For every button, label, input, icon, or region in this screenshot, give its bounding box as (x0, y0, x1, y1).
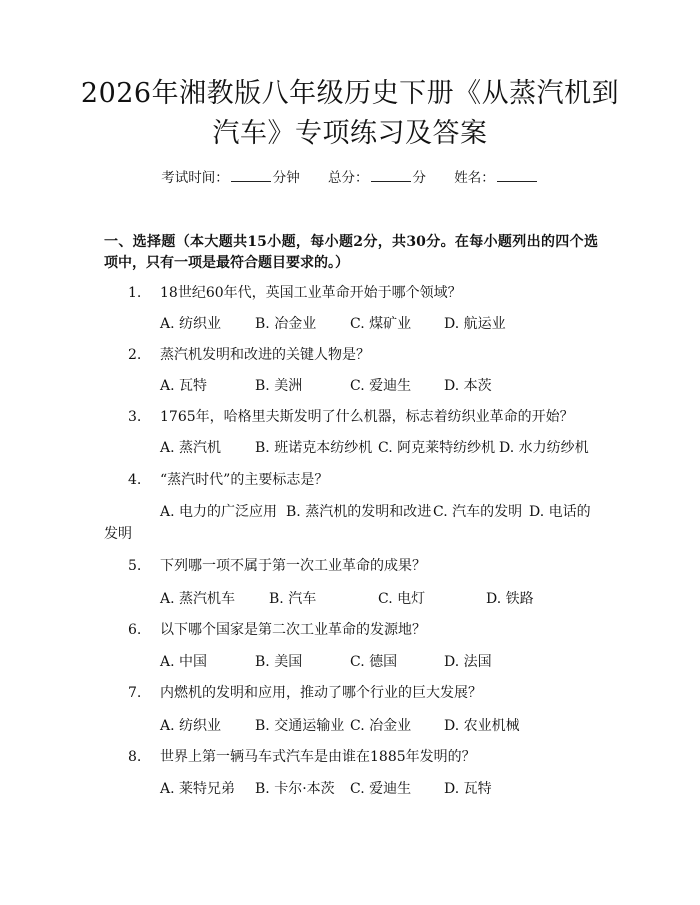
option-b[interactable]: B. 汽车 (269, 591, 317, 607)
question-stem: 内燃机的发明和应用，推动了哪个行业的巨大发展？ (160, 685, 482, 701)
option-c[interactable]: C. 爱迪生 (350, 378, 412, 394)
total-score-field (328, 170, 426, 186)
option-b[interactable]: B. 班诺克本纺纱机 (255, 440, 373, 456)
option-a[interactable]: A. 蒸汽机车 (160, 591, 236, 607)
option-a[interactable]: A. 瓦特 (160, 378, 208, 394)
option-b[interactable]: B. 卡尔·本茨 (255, 781, 335, 797)
option-d[interactable]: D. 航运业 (444, 316, 506, 332)
exam-time-unit: 分钟 (272, 170, 300, 186)
total-score-blank[interactable] (371, 168, 411, 182)
exam-time-blank[interactable] (231, 168, 271, 182)
option-b[interactable]: B. 美国 (255, 654, 303, 670)
exam-time-label: 考试时间： (161, 170, 229, 186)
option-d[interactable]: D. 本茨 (444, 378, 492, 394)
name-field (454, 170, 539, 186)
question-number: 2. (128, 347, 142, 363)
option-d[interactable]: D. 农业机械 (444, 718, 520, 734)
question-number: 6. (128, 622, 142, 638)
title-line-1: 2026年湘教版八年级历史下册《从蒸汽机到 (80, 78, 620, 109)
question-number: 5. (128, 558, 142, 574)
option-d[interactable]: D. 电话的 (529, 504, 591, 520)
option-c[interactable]: C. 电灯 (378, 591, 426, 607)
option-c[interactable]: C. 爱迪生 (350, 781, 412, 797)
name-blank[interactable] (497, 168, 537, 182)
question-stem: 1765年，哈格里夫斯发明了什么机器，标志着纺织业革命的开始？ (160, 409, 574, 425)
question-stem: “蒸汽时代”的主要标志是？ (160, 472, 329, 488)
question-number: 1. (128, 285, 142, 301)
section-heading: 一、选择题（本大题共15小题，每小题2分，共30分。在每小题列出的四个选项中，只有一项是最符合题目要求的。） (104, 234, 598, 271)
option-a[interactable]: A. 蒸汽机 (160, 440, 222, 456)
option-a[interactable]: A. 莱特兄弟 (160, 781, 236, 797)
total-score-label: 总分： (328, 170, 369, 186)
option-c[interactable]: C. 煤矿业 (350, 316, 412, 332)
option-d[interactable]: D. 法国 (444, 654, 492, 670)
document-title (80, 74, 620, 154)
exam-time-field (161, 170, 300, 186)
option-c[interactable]: C. 冶金业 (350, 718, 412, 734)
question-number: 4. (128, 472, 142, 488)
title-line-2: 汽车》专项练习及答案 (212, 118, 488, 149)
question-stem: 以下哪个国家是第二次工业革命的发源地？ (160, 622, 426, 638)
question-number: 7. (128, 685, 142, 701)
question-stem: 世界上第一辆马车式汽车是由谁在1885年发明的？ (160, 749, 476, 765)
option-c[interactable]: C. 阿克莱特纺纱机 (378, 440, 496, 456)
option-a[interactable]: A. 电力的广泛应用 (160, 504, 278, 520)
option-b[interactable]: B. 冶金业 (255, 316, 317, 332)
question-stem: 18世纪60年代，英国工业革命开始于哪个领域？ (160, 285, 462, 301)
option-a[interactable]: A. 纺织业 (160, 316, 222, 332)
question-stem: 蒸汽机发明和改进的关键人物是？ (160, 347, 370, 363)
option-d[interactable]: D. 瓦特 (444, 781, 492, 797)
option-a[interactable]: A. 纺织业 (160, 718, 222, 734)
option-b[interactable]: B. 交通运输业 (255, 718, 345, 734)
option-a[interactable]: A. 中国 (160, 654, 208, 670)
option-b[interactable]: B. 蒸汽机的发明和改进 (286, 504, 432, 520)
name-label: 姓名： (454, 170, 495, 186)
option-d[interactable]: D. 水力纺纱机 (499, 440, 589, 456)
question-number: 3. (128, 409, 142, 425)
question-stem: 下列哪一项不属于第一次工业革命的成果？ (160, 558, 426, 574)
question-number: 8. (128, 749, 142, 765)
option-b[interactable]: B. 美洲 (255, 378, 303, 394)
exam-info-line (0, 168, 700, 188)
total-score-unit: 分 (412, 170, 426, 186)
option-c[interactable]: C. 汽车的发明 (433, 504, 523, 520)
option-c[interactable]: C. 德国 (350, 654, 398, 670)
option-d-continuation: 发明 (104, 526, 132, 542)
option-d[interactable]: D. 铁路 (486, 591, 534, 607)
